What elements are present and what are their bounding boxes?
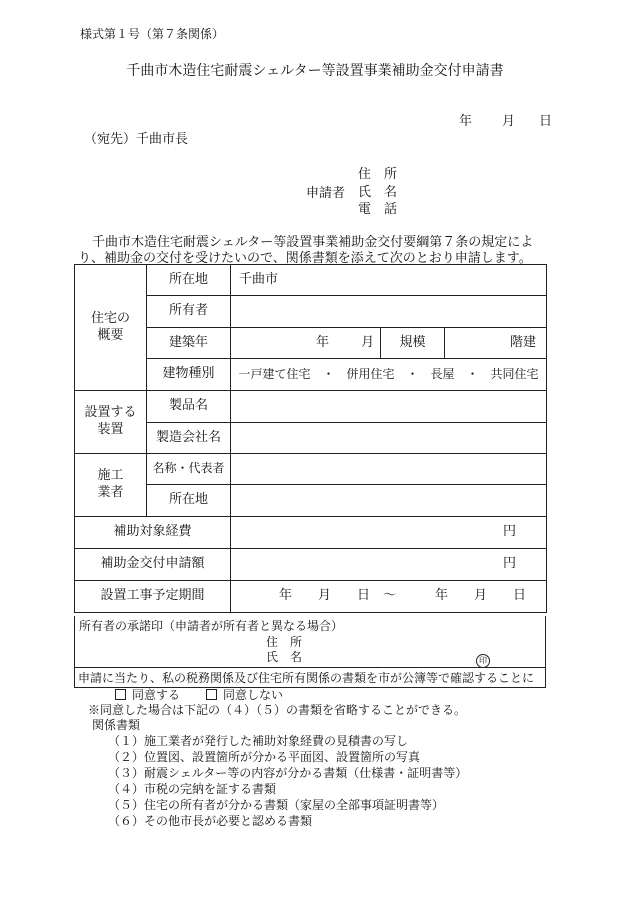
product-field[interactable] xyxy=(231,391,547,423)
owner-field[interactable] xyxy=(231,296,547,328)
related-docs-heading: 関係書類 xyxy=(92,718,141,732)
addressee: （宛先）千曲市長 xyxy=(84,132,189,147)
contractor-name-field[interactable] xyxy=(231,454,547,485)
applicant-address-label: 住 所 xyxy=(358,167,398,182)
owner-consent-box xyxy=(74,616,546,668)
contractor-location-label: 所在地 xyxy=(147,485,231,517)
building-type-options[interactable]: 一戸建て住宅 ・ 併用住宅 ・ 長屋 ・ 共同住宅 xyxy=(231,359,547,391)
building-type-label: 建物種別 xyxy=(147,359,231,391)
contractor-location-field[interactable] xyxy=(231,485,547,517)
built-year-unit: 年 xyxy=(316,334,330,350)
form-number: 様式第１号（第７条関係） xyxy=(80,27,225,41)
contractor-name-label: 名称・代表者 xyxy=(147,454,231,485)
related-doc-item: （２）位置図、設置箇所が分かる平面図、設置箇所の写真 xyxy=(108,750,421,764)
owner-label: 所有者 xyxy=(147,296,231,328)
related-doc-item: （３）耐震シェルター等の内容が分かる書類（仕様書・証明書等） xyxy=(108,766,468,780)
product-label: 製品名 xyxy=(147,391,231,423)
related-doc-item: （５）住宅の所有者が分かる書類（家屋の全部事項証明書等） xyxy=(108,798,445,812)
intro-line-1: 千曲市木造住宅耐震シェルター等設置事業補助金交付要綱第７条の規定によ xyxy=(92,235,534,250)
disagree-checkbox[interactable] xyxy=(206,689,217,700)
disagree-option[interactable]: 同意しない xyxy=(206,686,283,703)
date-month: 月 xyxy=(502,114,516,129)
form-title: 千曲市木造住宅耐震シェルター等設置事業補助金交付申請書 xyxy=(126,63,504,79)
location-label: 所在地 xyxy=(147,265,231,296)
applicant-phone-label: 電 話 xyxy=(358,202,398,217)
date-year: 年 xyxy=(459,114,473,129)
grant-field[interactable]: 円 xyxy=(231,549,547,581)
period-label: 設置工事予定期間 xyxy=(75,581,231,613)
owner-consent-name-label[interactable]: 氏 名 xyxy=(266,650,303,664)
contractor-group-label: 施工業者 xyxy=(75,454,147,517)
applicant-label: 申請者 xyxy=(306,186,346,201)
owner-consent-stamp: 印 xyxy=(476,648,490,668)
agree-checkbox[interactable] xyxy=(115,689,126,700)
built-year-field[interactable] xyxy=(231,328,381,359)
cost-label: 補助対象経費 xyxy=(75,517,231,549)
related-doc-item: （１）施工業者が発行した補助対象経費の見積書の写し xyxy=(108,734,409,748)
period-field[interactable]: 年 月 日 ～ 年 月 日 xyxy=(231,581,547,613)
applicant-name-label: 氏 名 xyxy=(358,185,398,200)
application-table xyxy=(74,264,547,613)
related-doc-item: （６）その他市長が必要と認める書類 xyxy=(108,814,313,828)
date-day: 日 xyxy=(539,114,553,129)
built-month-unit: 月 xyxy=(361,334,375,350)
cost-field[interactable]: 円 xyxy=(231,517,547,549)
housing-group-label: 住宅の概要 xyxy=(75,265,147,391)
maker-field[interactable] xyxy=(231,423,547,454)
owner-consent-heading: 所有者の承諾印（申請者が所有者と異なる場合） xyxy=(79,619,344,633)
tax-note-remark: ※同意した場合は下記の（４）（５）の書類を省略することができる。 xyxy=(88,703,467,717)
agree-option[interactable]: 同意する xyxy=(115,686,180,703)
intro-line-2: り、補助金の交付を受けたいので、関係書類を添えて次のとおり申請します。 xyxy=(78,251,532,266)
tax-note-text: 申請に当たり、私の税務関係及び住宅所有関係の書類を市が公簿等で確認することに xyxy=(78,671,535,685)
owner-consent-address-label[interactable]: 住 所 xyxy=(266,635,303,649)
related-doc-item: （４）市税の完納を証する書類 xyxy=(108,782,277,796)
device-group-label: 設置する装置 xyxy=(75,391,147,454)
grant-label: 補助金交付申請額 xyxy=(75,549,231,581)
floors-field[interactable]: 階建 xyxy=(445,328,547,359)
maker-label: 製造会社名 xyxy=(147,423,231,454)
location-field[interactable]: 千曲市 xyxy=(231,265,547,296)
scale-label: 規模 xyxy=(381,328,445,359)
built-year-label: 建築年 xyxy=(147,328,231,359)
